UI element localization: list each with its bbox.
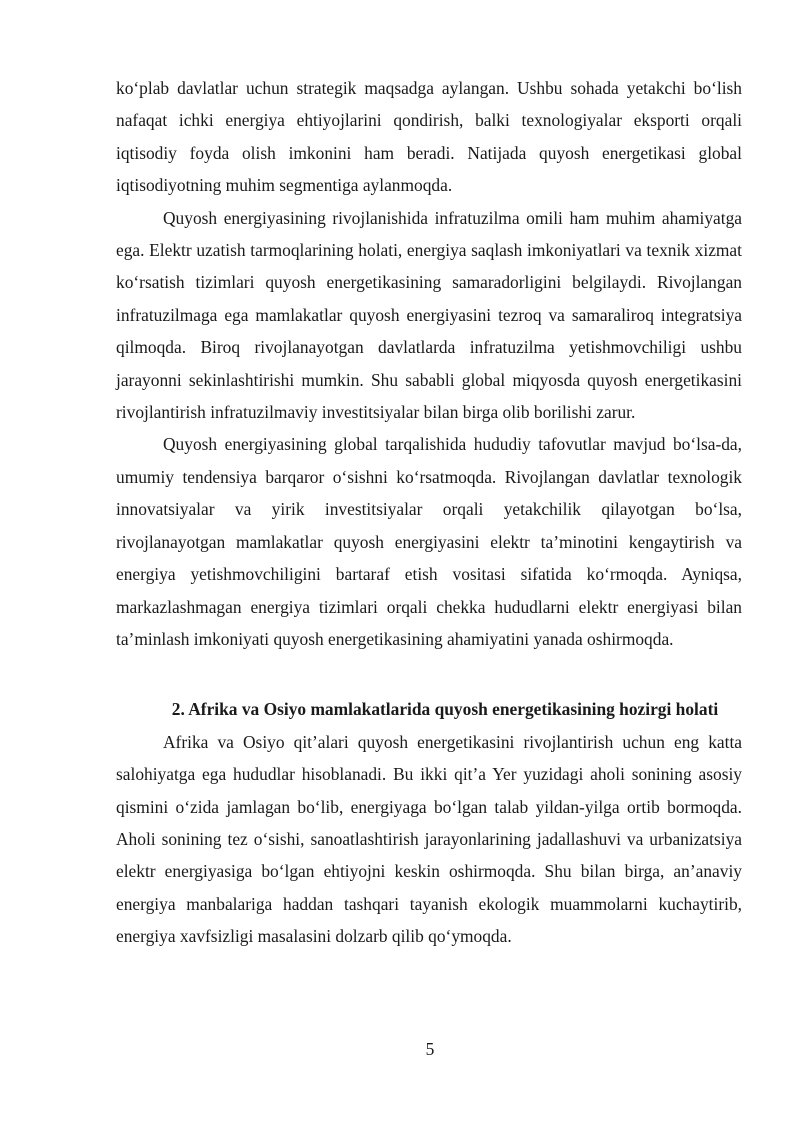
paragraph-regional-differences: Quyosh energiyasining global tarqalishida hududiy tafovutlar mavjud bo‘lsa-da, umumiy tendensiya barqaror o‘sishni ko‘rsatmoqda. Rivojlangan davlatlar texnologik innovatsiyalar va yirik investitsiyalar orqali yetakchilik qilayotgan bo‘lsa, rivojlanayotgan mamlakatlar quyosh energiyasini elektr ta’minotini kengaytirish va energiya yetishmovchiligini bartaraf etish vositasi sifatida ko‘rmoqda. Ayniqsa, markazlashmagan energiya tizimlari orqali chekka hududlarni elektr energiyasi bilan ta’minlash imkoniyati quyosh energetikasining ahamiyatini yanada oshirmoqda. <box>116 434 742 649</box>
page-number: 5 <box>425 1039 435 1059</box>
section-heading: 2. Afrika va Osiyo mamlakatlarida quyosh energetikasining hozirgi holati <box>171 699 719 720</box>
paragraph-continuation: ko‘plab davlatlar uchun strategik maqsadga aylangan. Ushbu sohada yetakchi bo‘lish nafaqat ichki energiya ehtiyojlarini qondirish, balki texnologiyalar eksporti orqali iqtisodiy foyda olish imkonini ham beradi. Natijada quyosh energetikasi global iqtisodiyotning muhim segmentiga aylanmoqda. <box>116 78 742 196</box>
paragraph-infrastructure: Quyosh energiyasining rivojlanishida infratuzilma omili ham muhim ahamiyatga ega. Elektr uzatish tarmoqlarining holati, energiya saqlash imkoniyatlari va texnik xizmat ko‘rsatish tizimlari quyosh energetikasining samaradorligini belgilaydi. Rivojlangan infratuzilmaga ega mamlakatlar quyosh energiyasini tezroq va samaraliroq integratsiya qilmoqda. Biroq rivojlanayotgan davlatlarda infratuzilma yetishmovchiligi ushbu jarayonni sekinlashtirishi mumkin. Shu sababli global miqyosda quyosh energetikasini rivojlantirish infratuzilmaviy investitsiyalar bilan birga olib borilishi zarur. <box>116 207 742 423</box>
document-page <box>116 72 742 953</box>
paragraph-africa-asia: Afrika va Osiyo qit’alari quyosh energetikasini rivojlantirish uchun eng katta salohiyatga ega hududlar hisoblanadi. Bu ikki qit’a Yer yuzidagi aholi sonining asosiy qismini o‘zida jamlagan bo‘lib, energiyaga bo‘lgan talab yildan-yilga ortib bormoqda. Aholi sonining tez o‘sishi, sanoatlashtirish jarayonlarining jadallashuvi va urbanizatsiya elektr energiyasiga bo‘lgan ehtiyojni keskin oshirmoqda. Shu bilan birga, an’anaviy energiya manbalariga haddan tashqari tayanish ekologik muammolarni kuchaytirib, energiya xavfsizligi masalasini dolzarb qilib qo‘ymoqda. <box>116 731 742 947</box>
